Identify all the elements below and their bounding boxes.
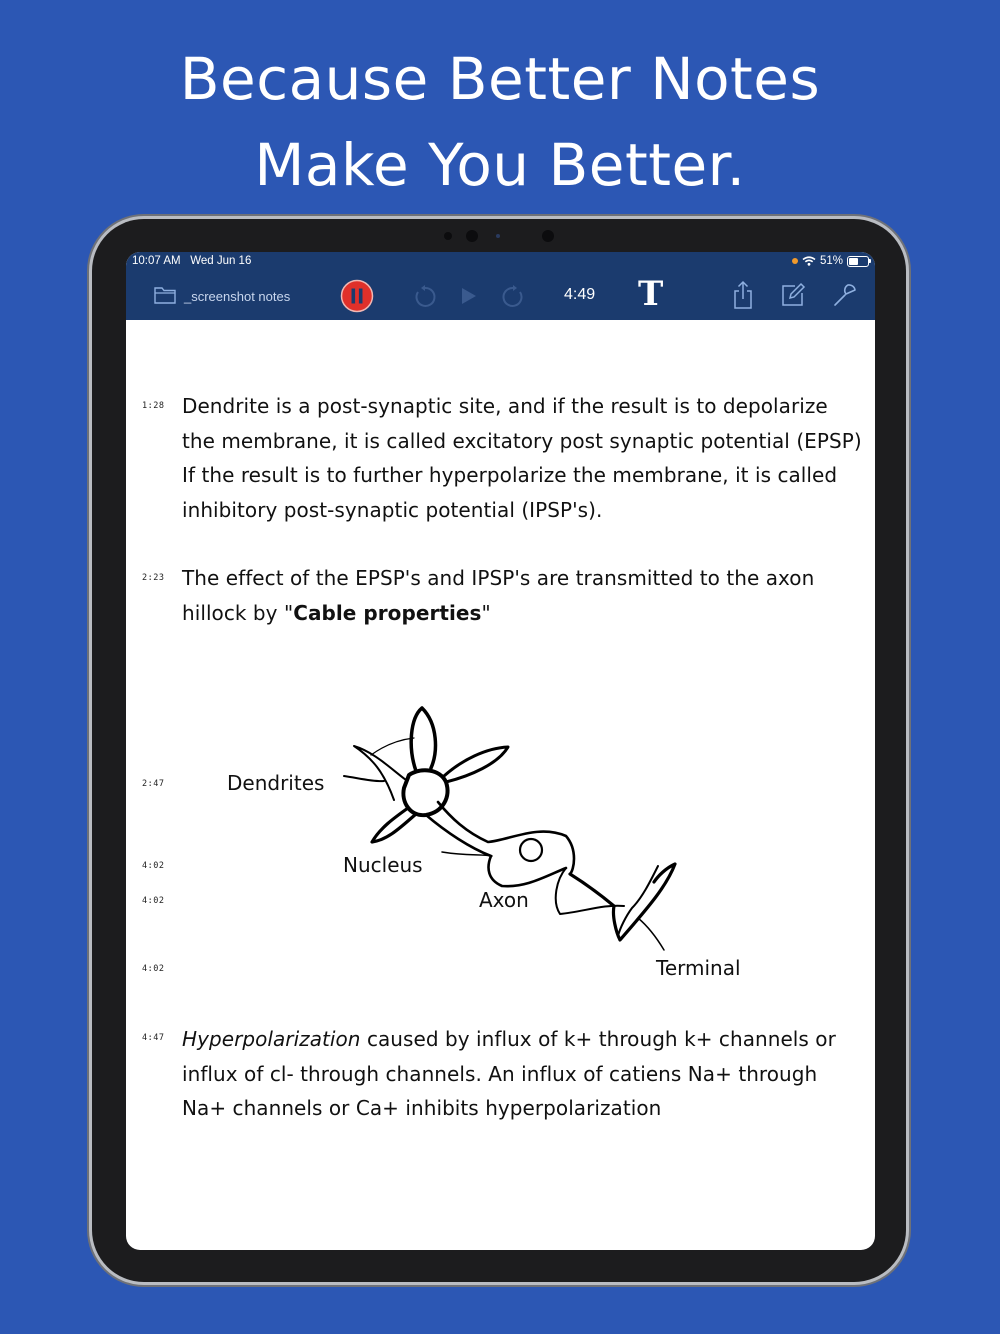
note-text: caused by influx of k+ through k+ channels or: [360, 1027, 836, 1051]
note-line: influx of cl- through channels. An influx of catiens Na+ through: [182, 1061, 818, 1086]
note-text: hillock by ": [182, 600, 294, 625]
note-line: If the result is to further hyperpolarize the membrane, it is called: [182, 463, 838, 487]
label-dendrites: Dendrites: [227, 771, 325, 795]
recording-timer: 4:49: [564, 286, 596, 303]
battery-percent: 51%: [819, 255, 843, 267]
app-screen: [126, 252, 875, 1250]
headline-line-1: Because Better Notes: [179, 45, 821, 113]
timestamp-p2[interactable]: 2:23: [142, 573, 165, 583]
camera-indicator: [496, 234, 500, 238]
note-bold-text: Cable properties: [293, 600, 482, 625]
camera-sensor-2: [542, 230, 554, 242]
timestamp-sketch-1[interactable]: 2:47: [142, 779, 165, 789]
note-italic-text: Hyperpolarization: [182, 1027, 361, 1051]
folder-label[interactable]: _screenshot notes: [184, 289, 291, 304]
label-terminal: Terminal: [656, 956, 741, 980]
note-paragraph-3: [182, 1022, 872, 1126]
timestamp-sketch-2[interactable]: 4:02: [142, 861, 165, 871]
camera-lens: [466, 230, 478, 242]
headline-line-2: Make You Better.: [254, 131, 746, 199]
timestamp-sketch-4[interactable]: 4:02: [142, 964, 165, 974]
text-format-icon[interactable]: T: [638, 274, 664, 314]
headline: [0, 36, 1000, 208]
label-axon: Axon: [479, 888, 529, 912]
note-line: Dendrite is a post-synaptic site, and if the result is to depolarize: [182, 394, 828, 418]
note-line: the membrane, it is called excitatory post synaptic potential (EPSP): [182, 428, 862, 453]
note-line: The effect of the EPSP's and IPSP's are transmitted to the axon: [182, 566, 815, 590]
status-date: Wed Jun 16: [190, 255, 252, 267]
status-time: 10:07 AM: [132, 255, 181, 267]
note-text: ": [481, 600, 491, 625]
timestamp-p3[interactable]: 4:47: [142, 1033, 165, 1043]
note-line: [182, 1022, 872, 1057]
timestamp-sketch-3[interactable]: 4:02: [142, 896, 165, 906]
timestamp-p1[interactable]: 1:28: [142, 401, 165, 411]
note-line: inhibitory post-synaptic potential (IPSP's).: [182, 497, 603, 522]
label-nucleus: Nucleus: [343, 853, 423, 877]
camera-sensor: [444, 232, 452, 240]
note-line: Na+ channels or Ca+ inhibits hyperpolarization: [182, 1096, 662, 1120]
